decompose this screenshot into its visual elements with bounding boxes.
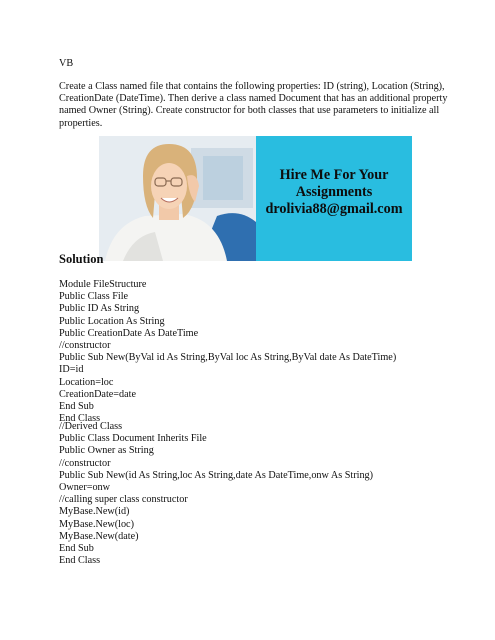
ad-banner (99, 136, 412, 261)
code-line: Public Location As String (59, 315, 165, 327)
code-block-end (59, 543, 437, 567)
solution-heading: Solution (59, 252, 104, 266)
code-line: MyBase.New(id) (59, 506, 130, 518)
task-line: CreationDate (DateTime). Then derive a class named Document that has an additional property (59, 93, 448, 105)
code-block-document (59, 421, 437, 543)
code-line: //calling super class constructor (59, 494, 188, 506)
task-line: properties. (59, 117, 103, 129)
code-line: End Sub (59, 401, 94, 413)
ad-email[interactable]: drolivia88@gmail.com (265, 201, 403, 217)
language-label: VB (59, 58, 74, 69)
code-line: Public Sub New(ByVal id As String,ByVal loc As String,ByVal date As DateTime) (59, 352, 397, 364)
ad-panel (256, 136, 412, 261)
code-line: Public Sub New(id As String,loc As String,date As DateTime,onw As String) (59, 469, 374, 481)
woman-illustration (99, 136, 256, 261)
task-line: named Owner (String). Create constructor for both classes that use parameters to initialize all (59, 105, 440, 117)
code-line: Public CreationDate As DateTime (59, 327, 199, 339)
code-line: End Class (59, 555, 101, 567)
code-line: Module FileStructure (59, 279, 147, 290)
code-line: Location=loc (59, 376, 114, 388)
code-line: Owner=onw (59, 482, 111, 494)
code-line: //Derived Class (59, 421, 123, 432)
code-line: ID=id (59, 364, 84, 376)
code-line: Public Class Document Inherits File (59, 433, 207, 445)
woman-photo (99, 136, 256, 261)
code-line: //constructor (59, 340, 111, 352)
ad-headline-line2: Assignments (295, 184, 373, 200)
code-line: Public Class File (59, 291, 129, 303)
code-line: Public Owner as String (59, 445, 154, 457)
code-line: CreationDate=date (59, 388, 137, 400)
task-description (59, 81, 448, 130)
code-line: Public ID As String (59, 303, 140, 315)
code-line: //constructor (59, 457, 111, 469)
code-line: MyBase.New(date) (59, 530, 139, 542)
code-line: End Sub (59, 543, 94, 554)
code-line: End Class (59, 413, 101, 425)
ad-headline-line1: Hire Me For Your (279, 167, 389, 183)
code-block-file (59, 279, 437, 425)
task-line: Create a Class named file that contains the following properties: ID (string), Location (String), (59, 81, 445, 92)
code-line: MyBase.New(loc) (59, 518, 134, 530)
